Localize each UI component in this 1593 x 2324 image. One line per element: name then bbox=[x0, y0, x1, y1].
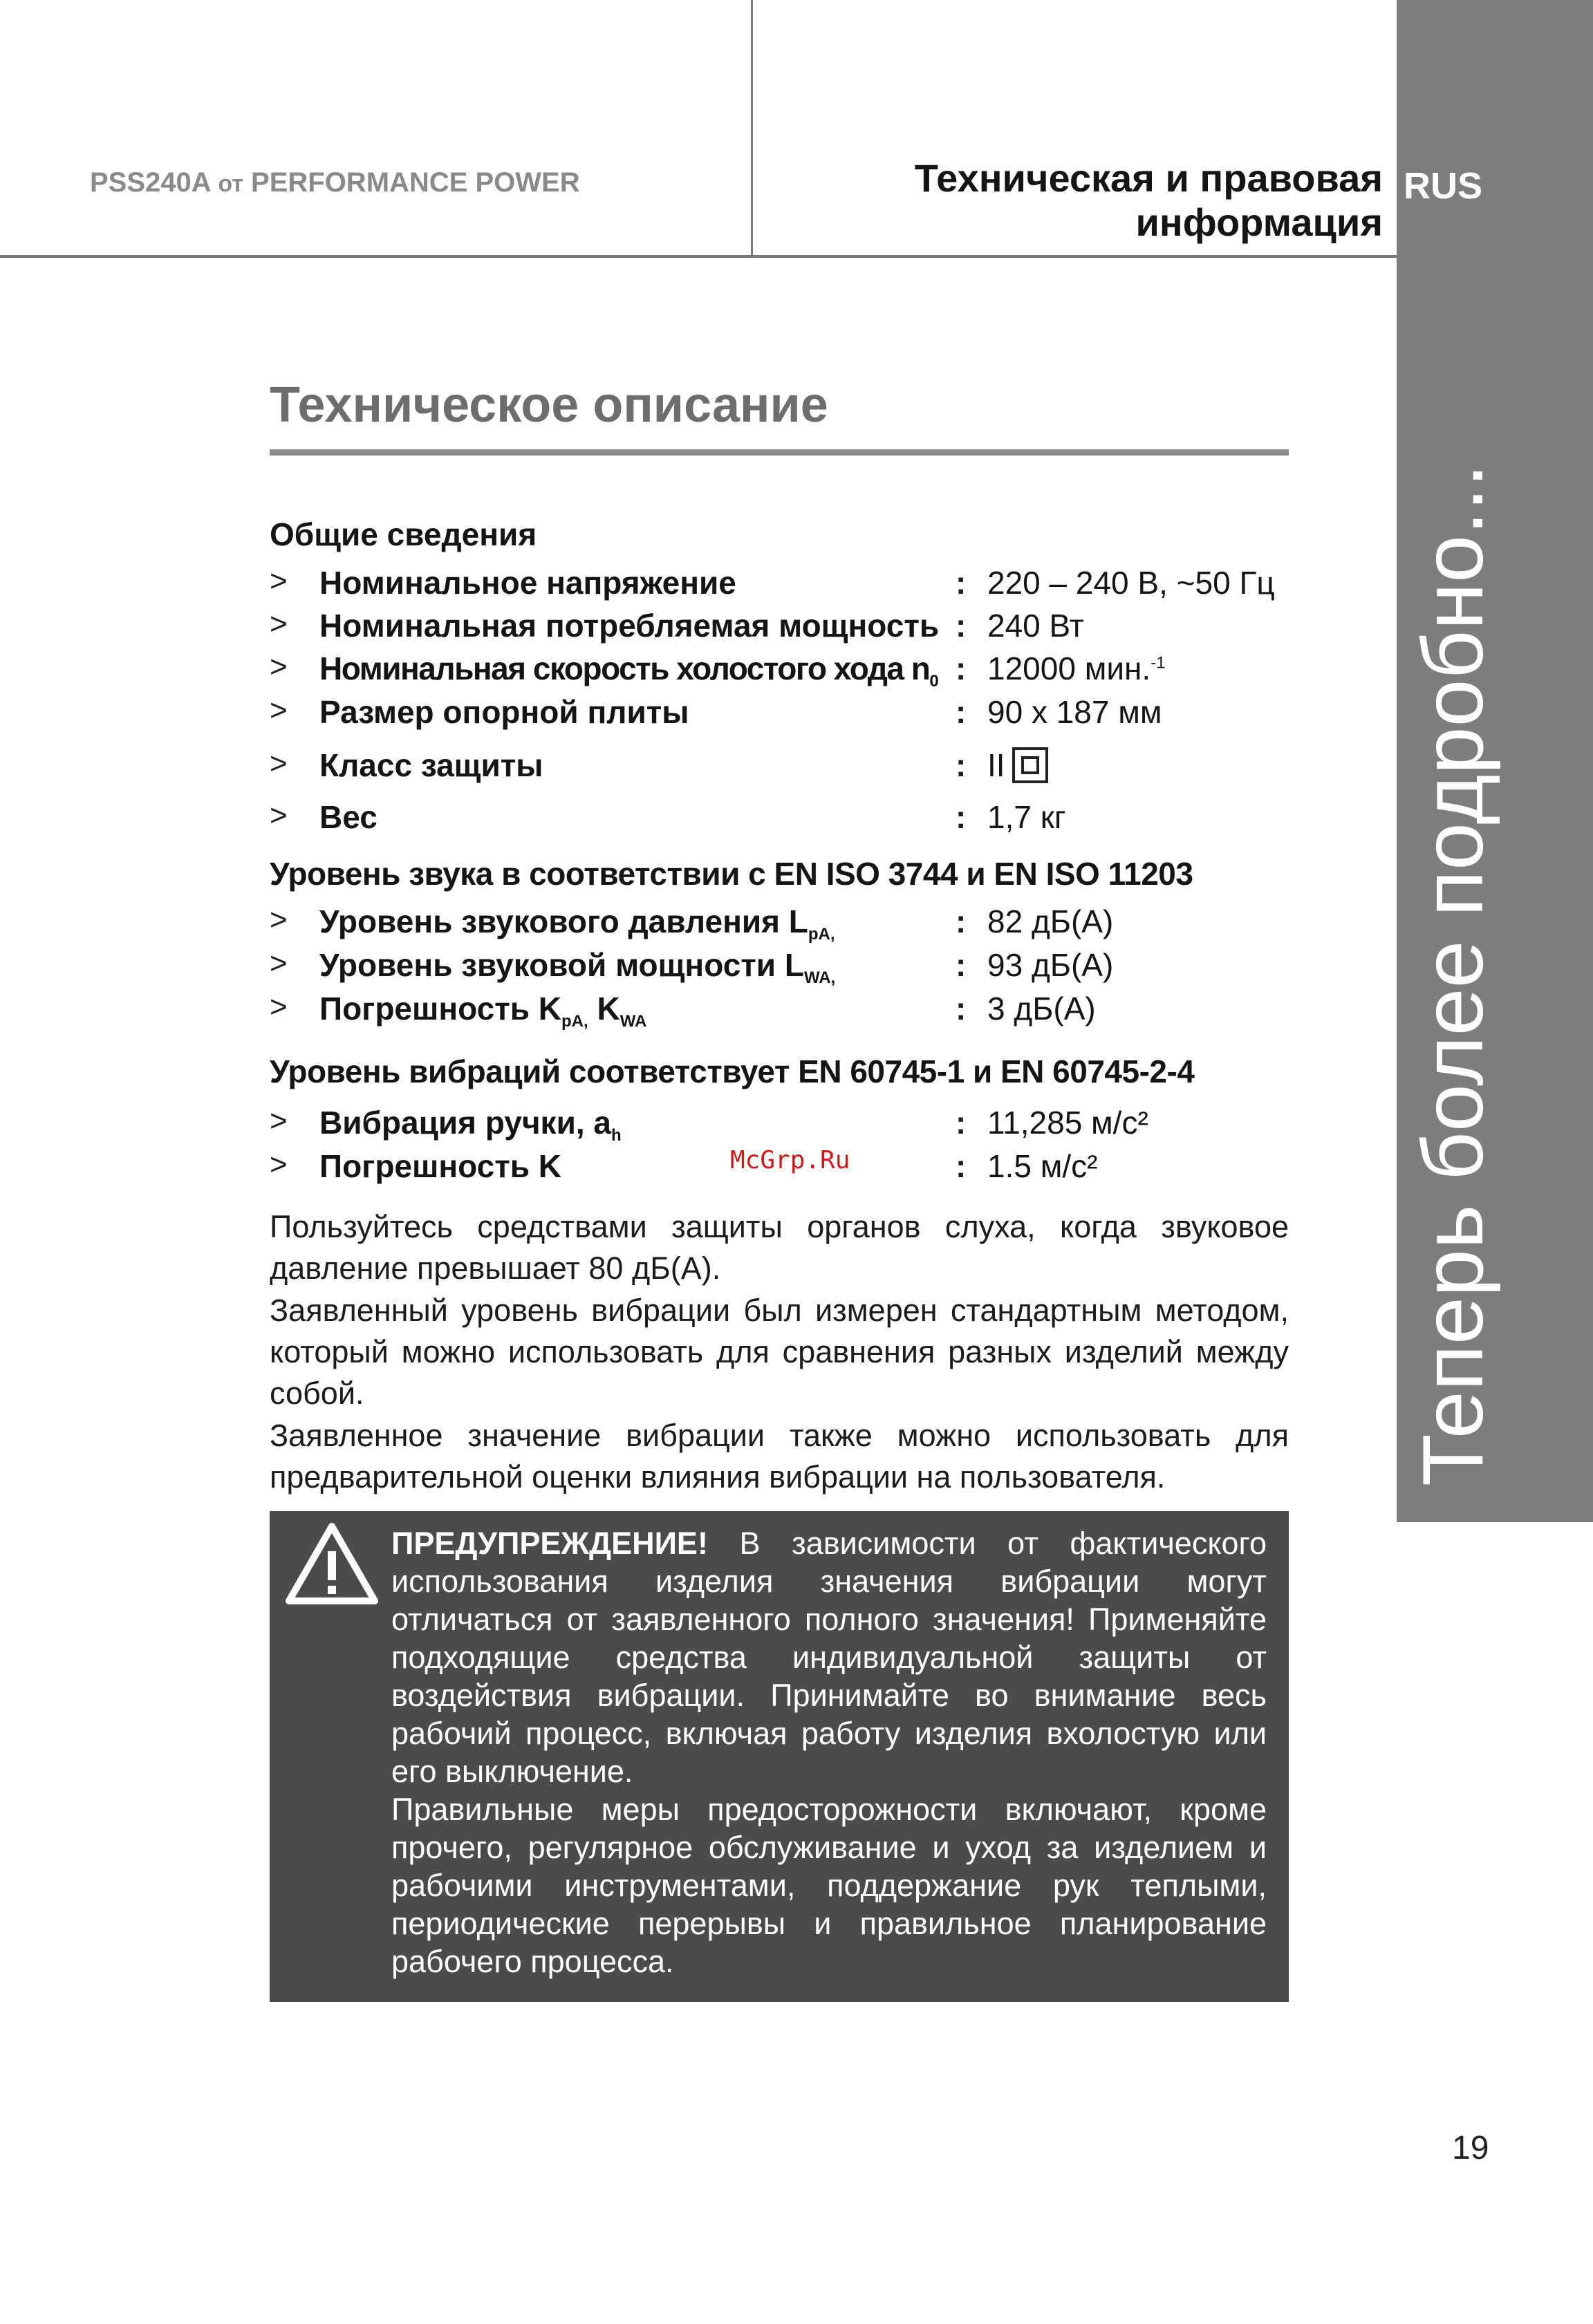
spec-value bbox=[987, 747, 1048, 784]
brand-model: PSS240A bbox=[90, 167, 211, 198]
bullet: > bbox=[270, 990, 288, 1024]
language-label: RUS bbox=[1404, 165, 1483, 207]
group-heading-vibration: Уровень вибраций соответствует EN 60745-1 и EN 60745-2-4 bbox=[270, 1053, 1195, 1089]
spec-label-text: Погрешность K bbox=[319, 991, 562, 1027]
spec-label-sub: 0 bbox=[929, 672, 938, 691]
spec-label-text: Уровень звукового давления L bbox=[319, 903, 808, 939]
group-heading-sound: Уровень звука в соответствии с EN ISO 3744 и EN ISO 11203 bbox=[270, 856, 1193, 892]
spec-label: Номинальное напряжение bbox=[319, 565, 736, 601]
spec-label-sub: pA, bbox=[561, 1012, 588, 1031]
warning-text bbox=[391, 1524, 1267, 1980]
bullet: > bbox=[270, 747, 288, 780]
spec-label-text: Вибрация ручки, a bbox=[319, 1105, 611, 1141]
spec-row bbox=[270, 903, 1289, 947]
spec-value: 1.5 м/с² bbox=[987, 1148, 1098, 1184]
spec-label-text-2: K bbox=[588, 991, 620, 1027]
paragraph-vibration-assess: Заявленное значение вибрации также можно использовать для предварительной оценки влияния вибрации на пользователя. bbox=[270, 1418, 1289, 1494]
spec-row bbox=[270, 650, 1289, 694]
section-title: Техническое описание bbox=[270, 377, 828, 433]
bullet: > bbox=[270, 1104, 288, 1138]
spec-row bbox=[270, 990, 1289, 1034]
spec-colon: : bbox=[956, 903, 967, 939]
spec-row bbox=[270, 607, 1289, 651]
header-title-line1: Техническая и правовая bbox=[914, 156, 1383, 200]
spec-label-sub: pA, bbox=[808, 925, 835, 944]
spec-colon: : bbox=[956, 1105, 967, 1141]
spec-label bbox=[319, 990, 646, 1031]
bullet: > bbox=[270, 903, 288, 937]
spec-value: 82 дБ(A) bbox=[987, 903, 1114, 939]
spec-value: 1,7 кг bbox=[987, 799, 1066, 835]
spec-label bbox=[319, 903, 835, 944]
spec-colon: : bbox=[956, 565, 967, 601]
header-title bbox=[761, 156, 1383, 245]
spec-row bbox=[270, 747, 1289, 791]
spec-colon: : bbox=[956, 799, 967, 835]
paragraph-vibration-measure: Заявленный уровень вибрации был измерен стандартным методом, который можно использовать для сравнения разных изделий между собой. bbox=[270, 1293, 1289, 1411]
brand-name: PERFORMANCE POWER bbox=[251, 167, 580, 198]
side-vertical-text: Теперь более подробно... bbox=[1406, 463, 1501, 1486]
spec-colon: : bbox=[956, 747, 967, 783]
spec-row bbox=[270, 564, 1289, 608]
spec-value-text: II bbox=[987, 747, 1005, 783]
spec-row bbox=[270, 1104, 1289, 1148]
bullet: > bbox=[270, 1147, 288, 1181]
spec-label-text: Номинальная скорость холостого хода n bbox=[319, 650, 930, 686]
header-divider-vertical bbox=[751, 0, 753, 257]
bullet: > bbox=[270, 946, 288, 980]
spec-row bbox=[270, 693, 1289, 738]
bullet: > bbox=[270, 607, 288, 641]
spec-value: 11,285 м/с² bbox=[987, 1105, 1148, 1141]
spec-row bbox=[270, 946, 1289, 991]
spec-value: 3 дБ(A) bbox=[987, 991, 1096, 1027]
bullet: > bbox=[270, 798, 288, 832]
spec-label: Вес bbox=[319, 799, 378, 835]
warning-label: ПРЕДУПРЕЖДЕНИЕ! bbox=[391, 1526, 708, 1561]
spec-label-sub: WA, bbox=[803, 968, 836, 988]
spec-value: 93 дБ(A) bbox=[987, 947, 1114, 983]
spec-label bbox=[319, 650, 938, 691]
warning-text-2: Правильные меры предосторожности включают, кроме прочего, регулярное обслуживание и уход за изделием и рабочими инструментами, поддержание рук теплыми, периодические перерывы и правильное планирование рабочего процесса. bbox=[391, 1792, 1267, 1979]
spec-row bbox=[270, 798, 1289, 843]
spec-label: Класс защиты bbox=[319, 747, 543, 783]
spec-value bbox=[987, 650, 1166, 687]
warning-triangle-icon bbox=[283, 1521, 380, 1606]
spec-label: Размер опорной плиты bbox=[319, 694, 689, 730]
spec-label bbox=[319, 1104, 622, 1145]
spec-value: 240 Вт bbox=[987, 608, 1084, 644]
spec-label bbox=[319, 946, 835, 988]
bullet: > bbox=[270, 650, 288, 684]
bullet: > bbox=[270, 564, 288, 598]
spec-value: 90 х 187 мм bbox=[987, 694, 1162, 730]
spec-value-text: 12000 мин. bbox=[987, 650, 1151, 686]
warning-para-1 bbox=[391, 1524, 1267, 1790]
spec-colon: : bbox=[956, 608, 967, 644]
warning-text-1: В зависимости от фактического использования изделия значения вибрации могут отличаться от заявленного полного значения! Применяйте подходящие средства индивидуальной защиты от воздействия вибрации. Принимайте во внимание весь рабочий процесс, включая работу изделия вхолостую или его выключение. bbox=[391, 1526, 1267, 1789]
spec-label-sub: h bbox=[611, 1126, 622, 1145]
spec-value: 220 – 240 В, ~50 Гц bbox=[987, 565, 1275, 601]
spec-label-sub-2: WA bbox=[620, 1012, 647, 1031]
bullet: > bbox=[270, 693, 288, 727]
header-divider-horizontal bbox=[0, 255, 1397, 258]
protection-class-ii-icon bbox=[1012, 747, 1048, 783]
spec-label: Погрешность K bbox=[319, 1148, 562, 1184]
spec-colon: : bbox=[956, 650, 967, 686]
spec-colon: : bbox=[956, 694, 967, 730]
brand-from: от bbox=[218, 171, 243, 197]
header-title-line2: информация bbox=[1135, 200, 1383, 244]
spec-colon: : bbox=[956, 991, 967, 1027]
page-number: 19 bbox=[1452, 2130, 1489, 2166]
watermark: McGrp.Ru bbox=[730, 1146, 850, 1174]
spec-colon: : bbox=[956, 947, 967, 983]
spec-colon: : bbox=[956, 1148, 967, 1184]
spec-label: Номинальная потребляемая мощность bbox=[319, 608, 940, 644]
section-rule bbox=[270, 449, 1289, 456]
spec-value-sup: -1 bbox=[1150, 653, 1166, 673]
group-heading-general: Общие сведения bbox=[270, 516, 537, 552]
brand-line bbox=[90, 167, 580, 198]
spec-label-text: Уровень звуковой мощности L bbox=[319, 947, 804, 983]
paragraph-hearing: Пользуйтесь средствами защиты органов слуха, когда звуковое давление превышает 80 дБ(А). bbox=[270, 1209, 1289, 1286]
